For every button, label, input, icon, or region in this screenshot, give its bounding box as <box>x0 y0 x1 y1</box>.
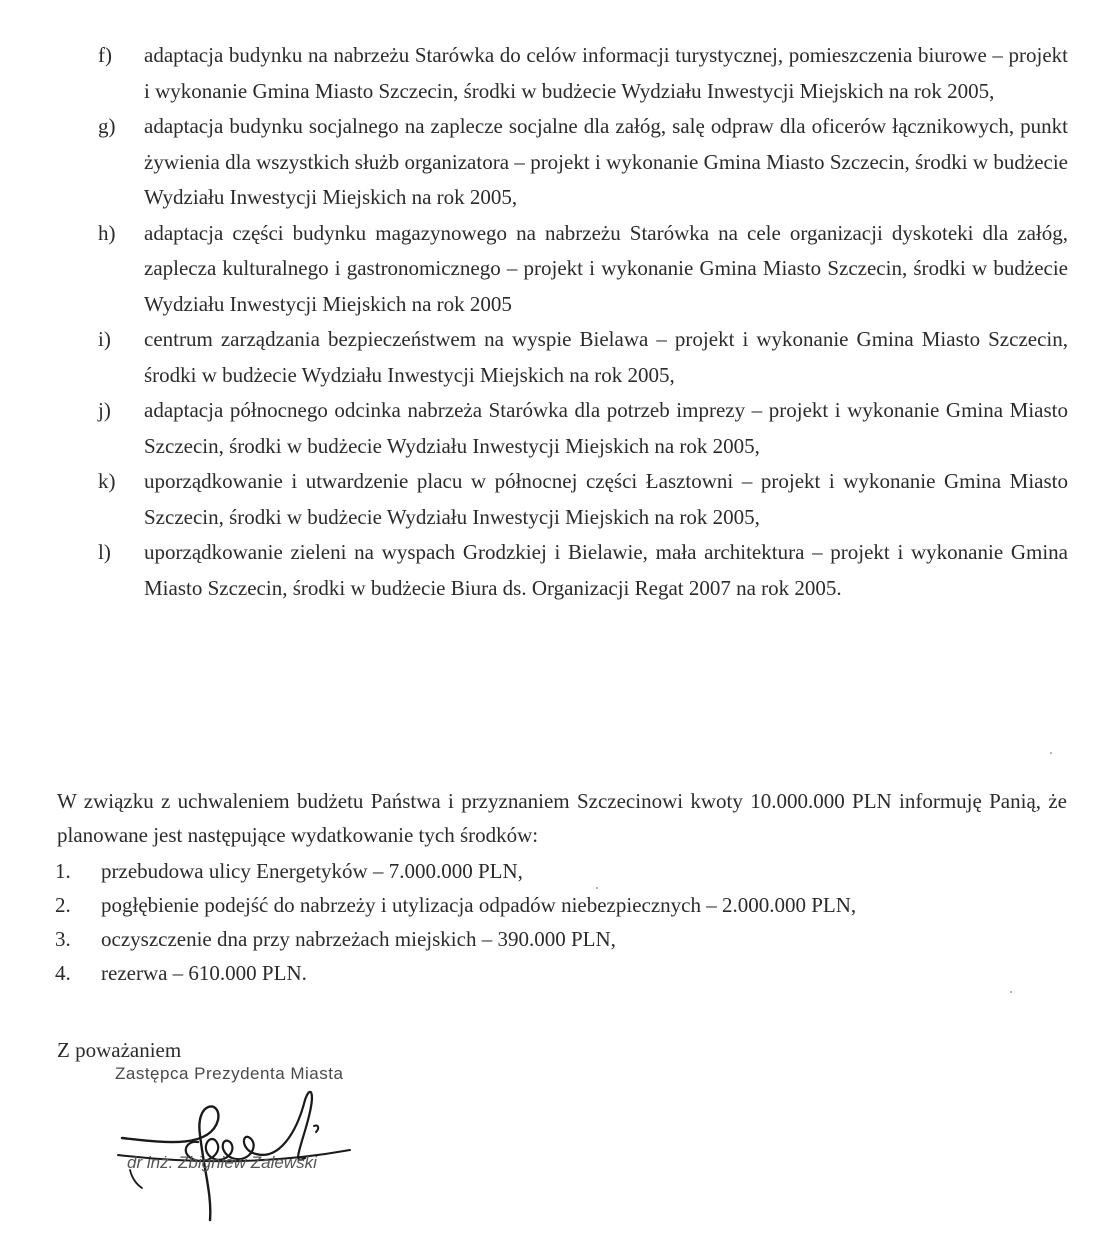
budget-paragraph: W związku z uchwaleniem budżetu Państwa i przyznaniem Szczecinowi kwoty 10.000.000 PLN informuję Panią, że planowane jest następujące wydatkowanie tych środków: <box>57 789 1067 847</box>
list-marker: 3. <box>55 927 71 951</box>
list-item-text: centrum zarządzania bezpieczeństwem na wyspie Bielawa – projekt i wykonanie Gmina Miasto Szczecin, środki w budżecie Wydziału Inwestycji Miejskich na rok 2005, <box>144 327 1068 387</box>
list-item-text: adaptacja części budynku magazynowego na nabrzeżu Starówka na cele organizacji dyskoteki dla załóg, zaplecza kulturalnego i gastronomicznego – projekt i wykonanie Gmina Miasto Szczecin, środki w budżecie Wydziału Inwestycji Miejskich na rok 2005 <box>144 220 1068 316</box>
list-item <box>98 535 1068 606</box>
scan-speck <box>1010 991 1012 993</box>
list-marker: 1. <box>55 859 71 883</box>
list-marker: k) <box>98 469 116 493</box>
list-marker: f) <box>98 43 112 67</box>
list-marker: g) <box>98 114 116 138</box>
numbered-list <box>55 854 1065 990</box>
list-item-text: adaptacja budynku na nabrzeżu Starówka do celów informacji turystycznej, pomieszczenia biurowe – projekt i wykonanie Gmina Miasto Szczecin, środki w budżecie Wydziału Inwestycji Miejskich na rok 2005, <box>144 43 1068 103</box>
list-marker: h) <box>98 220 116 245</box>
list-marker: 4. <box>55 961 71 985</box>
list-item-text: pogłębienie podejść do nabrzeży i utylizacja odpadów niebezpiecznych – 2.000.000 PLN, <box>101 893 857 917</box>
stamp-title: Zastępca Prezydenta Miasta <box>115 1064 344 1083</box>
list-item-text: adaptacja północnego odcinka nabrzeża Starówka dla potrzeb imprezy – projekt i wykonanie Gmina Miasto Szczecin, środki w budżecie Wydziału Inwestycji Miejskich na rok 2005, <box>144 398 1068 458</box>
list-item <box>98 464 1068 535</box>
list-item-text: rezerwa – 610.000 PLN. <box>101 961 307 985</box>
list-item <box>55 922 1065 956</box>
list-item <box>98 216 1068 323</box>
list-item <box>55 888 1065 922</box>
list-marker: i) <box>98 327 111 351</box>
list-item <box>55 854 1065 888</box>
list-item <box>98 393 1068 464</box>
list-item-text: adaptacja budynku socjalnego na zaplecze socjalne dla załóg, salę odpraw dla oficerów łącznikowych, punkt żywienia dla wszystkich służb organizatora – projekt i wykonanie Gmina Miasto Szczecin, środki w budżecie Wydziału Inwestycji Miejskich na rok 2005, <box>144 114 1068 209</box>
list-item-text: oczyszczenie dna przy nabrzeżach miejskich – 390.000 PLN, <box>101 927 616 951</box>
list-item <box>98 109 1068 216</box>
list-marker: l) <box>98 540 111 564</box>
list-item <box>55 956 1065 990</box>
list-item-text: przebudowa ulicy Energetyków – 7.000.000 PLN, <box>101 859 523 883</box>
list-item-text: uporządkowanie i utwardzenie placu w północnej części Łasztowni – projekt i wykonanie Gmina Miasto Szczecin, środki w budżecie Wydziału Inwestycji Miejskich na rok 2005, <box>144 469 1068 529</box>
lettered-list <box>98 38 1068 606</box>
closing-salutation: Z poważaniem <box>57 1038 182 1062</box>
list-item <box>98 38 1068 109</box>
scan-speck <box>596 887 598 889</box>
list-marker: j) <box>98 398 111 422</box>
scan-speck <box>1050 752 1052 754</box>
list-item-text: uporządkowanie zieleni na wyspach Grodzkiej i Bielawie, mała architektura – projekt i wykonanie Gmina Miasto Szczecin, środki w budżecie Biura ds. Organizacji Regat 2007 na rok 2005. <box>144 540 1068 600</box>
list-marker: 2. <box>55 893 71 917</box>
list-item <box>98 322 1068 393</box>
stamp-name: dr inż. Zbigniew Zalewski <box>127 1153 317 1172</box>
